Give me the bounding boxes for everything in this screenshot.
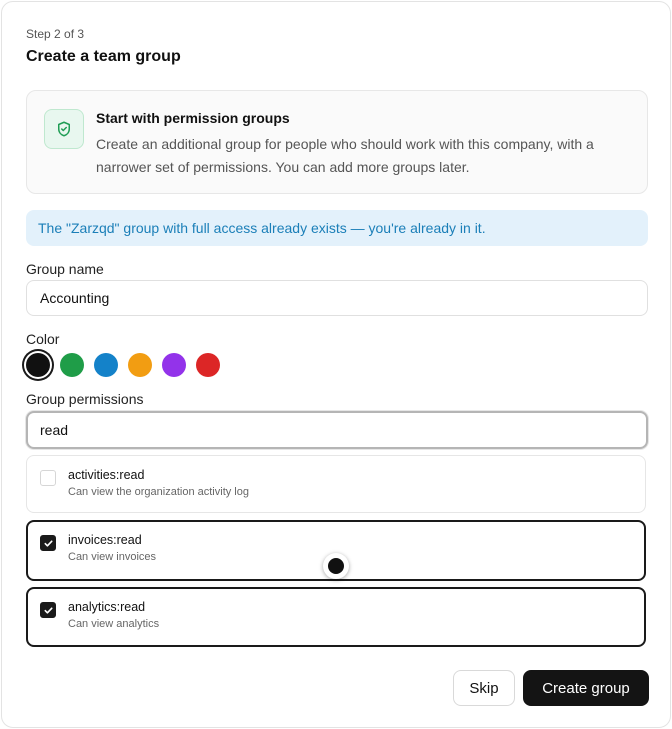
checkbox[interactable] [40,535,56,551]
checkmark-icon [43,605,54,616]
checkbox[interactable] [40,602,56,618]
info-heading: Start with permission groups [96,110,290,126]
group-name-label: Group name [26,261,104,277]
skip-button[interactable]: Skip [453,670,515,706]
info-box [26,90,648,194]
checkbox[interactable] [40,470,56,486]
color-label: Color [26,331,60,347]
color-swatch-black[interactable] [26,353,50,377]
permission-name: invoices:read [68,533,142,547]
group-name-input[interactable] [26,280,648,316]
color-swatch-red[interactable] [196,353,220,377]
permission-description: Can view analytics [68,618,160,630]
permission-option-activities-read[interactable] [26,455,646,513]
page-title: Create a team group [26,48,181,65]
permission-option-analytics-read[interactable] [26,587,646,647]
permission-description: Can view invoices [68,551,157,563]
info-text: Create an additional group for people who should work with this company, with a narrower set of permissions. You can add more groups later. [96,136,594,175]
create-group-card [1,1,671,728]
checkmark-icon [43,538,54,549]
permission-option-invoices-read[interactable] [26,520,646,581]
permission-name: activities:read [68,468,145,482]
permission-search-input[interactable] [26,411,648,449]
existing-group-notice: The "Zarzqd" group with full access already exists — you're already in it. [26,210,648,246]
step-indicator: Step 2 of 3 [26,27,85,41]
permission-description: Can view the organization activity log [68,486,249,498]
color-swatch-orange[interactable] [128,353,152,377]
permission-name: analytics:read [68,600,146,614]
create-group-button[interactable]: Create group [523,670,649,706]
color-swatch-purple[interactable] [162,353,186,377]
permissions-label: Group permissions [26,391,144,407]
shield-check-icon [44,109,84,149]
color-swatch-blue[interactable] [94,353,118,377]
color-swatch-green[interactable] [60,353,84,377]
color-picker [26,353,220,377]
